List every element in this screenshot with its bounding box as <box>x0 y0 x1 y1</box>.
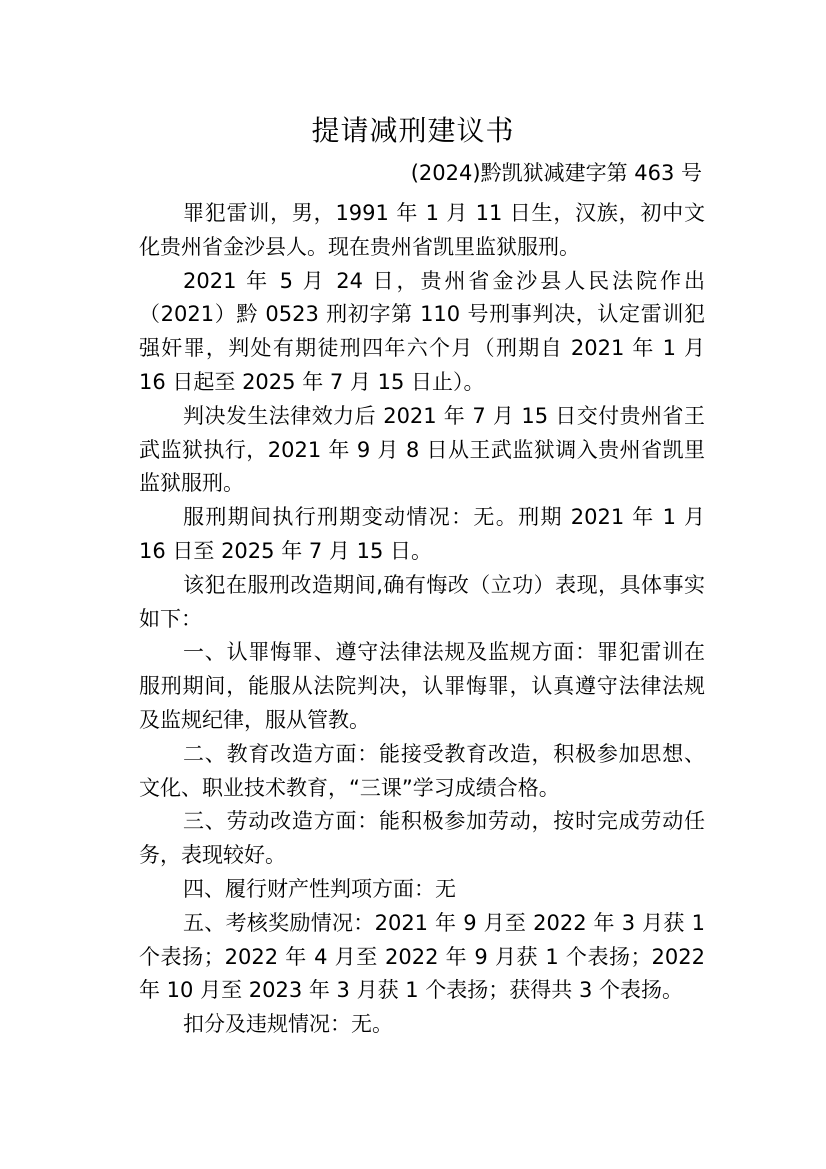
paragraph-judgment: 2021 年 5 月 24 日，贵州省金沙县人民法院作出（2021）黔 0523 刑初字第 110 号刑事判决，认定雷训犯强奸罪，判处有期徒刑四年六个月（刑期自 2021 年 1 月 16 日起至 2025 年 7 月 15 日止）。 <box>139 268 705 394</box>
paragraph-property: 四、履行财产性判项方面：无 <box>183 876 456 901</box>
document-number: (2024)黔凯狱减建字第 463 号 <box>410 161 702 185</box>
paragraph-term-changes: 服刑期间执行刑期变动情况：无。刑期 2021 年 1 月 16 日至 2025 年 7 月 15 日。 <box>139 505 705 563</box>
paragraph-transfer: 判决发生法律效力后 2021 年 7 月 15 日交付贵州省王武监狱执行，2021 年 9 月 8 日从王武监狱调入贵州省凯里监狱服刑。 <box>139 403 705 496</box>
document-title: 提请减刑建议书 <box>311 114 515 147</box>
paragraph-education: 二、教育改造方面：能接受教育改造，积极参加思想、文化、职业技术教育，“三课”学习成绩合格。 <box>139 741 705 800</box>
document-body <box>139 197 705 1042</box>
paragraph-repentance-intro: 该犯在服刑改造期间,确有悔改（立功）表现，具体事实如下： <box>139 572 705 631</box>
paragraph-criminal-info: 罪犯雷训，男，1991 年 1 月 11 日生，汉族，初中文化贵州省金沙县人。现在贵州省凯里监狱服刑。 <box>139 201 705 259</box>
paragraph-rewards: 五、考核奖励情况：2021 年 9 月至 2022 年 3 月获 1 个表扬；2022 年 4 月至 2022 年 9 月获 1 个表扬；2022 年 10 月至 2023 年 3 月获 1 个表扬；获得共 3 个表扬。 <box>139 910 705 1003</box>
paragraph-violations: 扣分及违规情况：无。 <box>183 1012 393 1037</box>
paragraph-labor: 三、劳动改造方面：能积极参加劳动，按时完成劳动任务，表现较好。 <box>139 809 705 868</box>
paragraph-law-compliance: 一、认罪悔罪、遵守法律法规及监规方面：罪犯雷训在服刑期间，能服从法院判决，认罪悔罪，认真遵守法律法规及监规纪律，服从管教。 <box>139 640 705 732</box>
